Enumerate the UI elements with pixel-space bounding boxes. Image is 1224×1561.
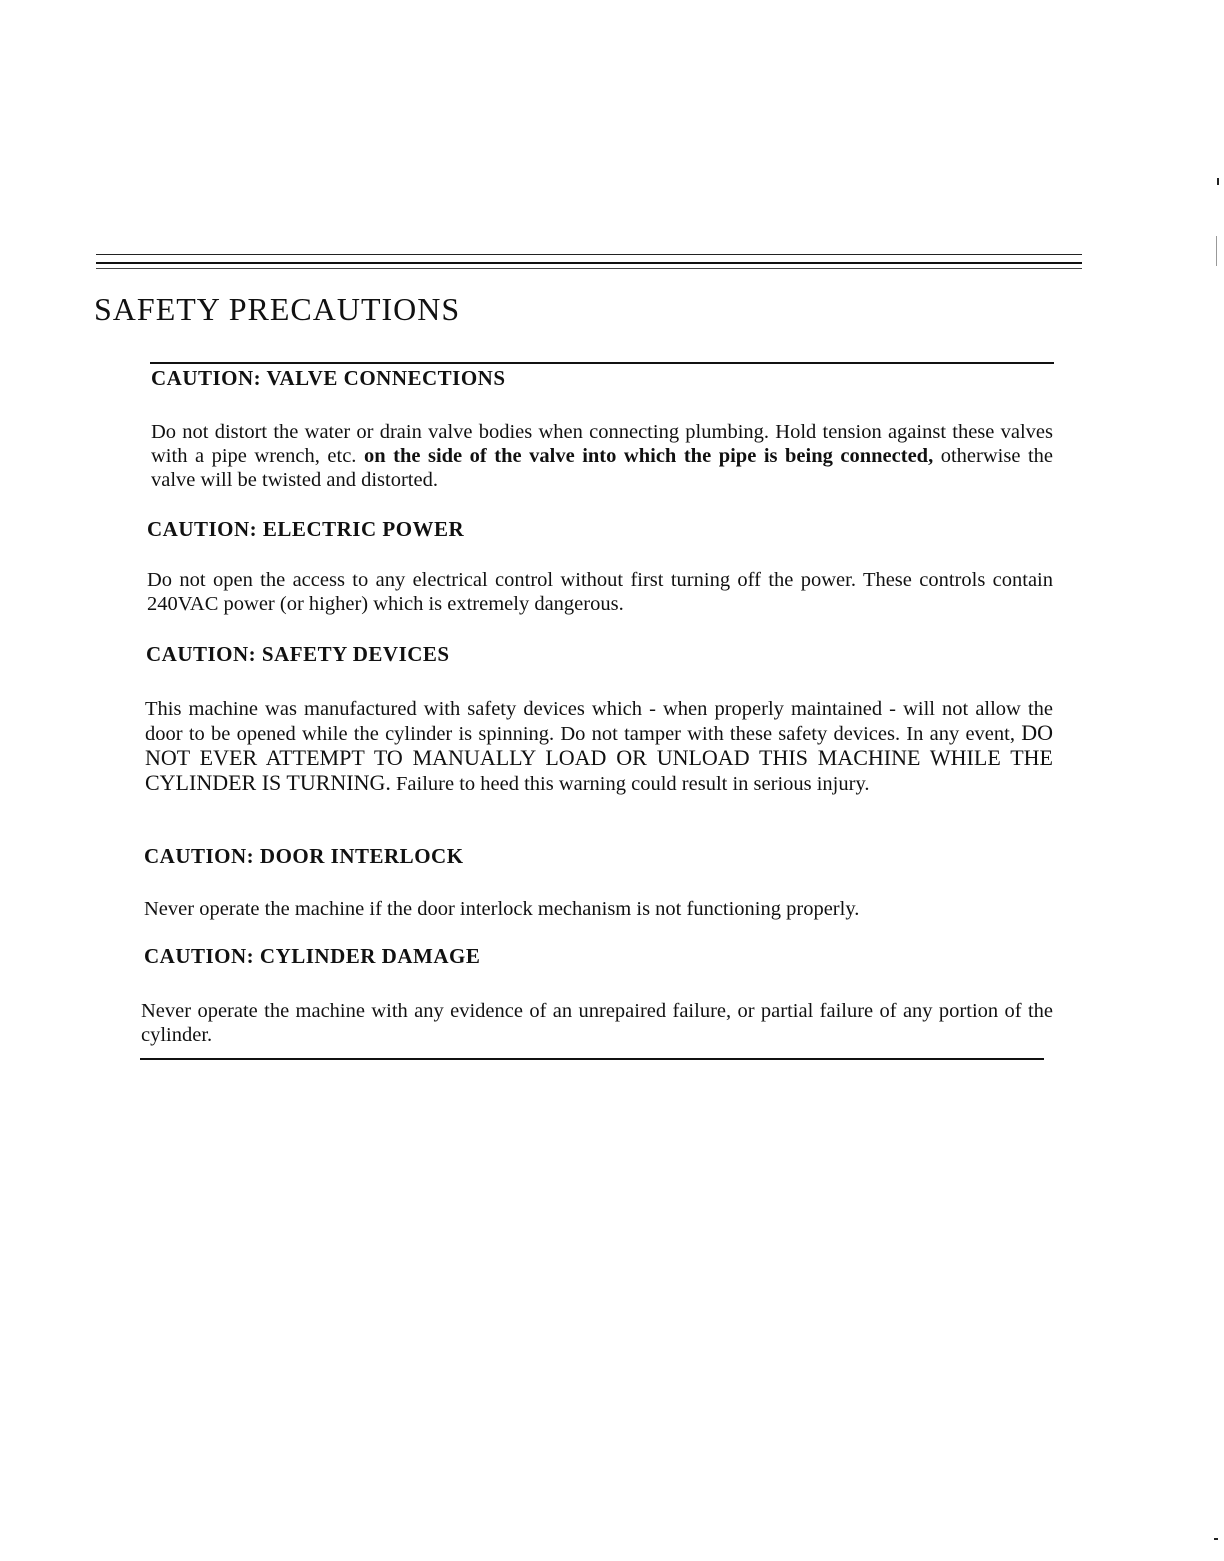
section-text: Do not open the access to any electrical control without first turning off the power. These controls contain 240VAC power (or higher) which is extremely dangerous.	[147, 569, 1053, 615]
scan-mark	[1216, 236, 1217, 266]
section-text: Never operate the machine with any evidence of an unrepaired failure, or partial failure of any portion of the cylinder.	[141, 1000, 1053, 1046]
caution-door-interlock-body	[143, 897, 1053, 921]
section-text-part: Do not distort the water or drain valve bodies when connecting plumbing. Hold tension against these valves with a pipe wrench, etc.	[151, 421, 1053, 467]
section-heading: CAUTION: CYLINDER DAMAGE	[144, 944, 481, 968]
section-text-emphasis: on the side of the valve into which the pipe is being connected,	[363, 445, 934, 467]
caution-electric-power	[143, 517, 1053, 542]
scan-mark	[1214, 1538, 1218, 1540]
scan-mark	[1217, 178, 1219, 185]
section-text	[145, 697, 1053, 796]
header-rule-bottom	[96, 268, 1082, 269]
section-text-part: otherwise the valve will be twisted and distorted.	[151, 445, 1053, 491]
caution-door-interlock	[143, 844, 1053, 869]
section-heading: CAUTION: VALVE CONNECTIONS	[151, 366, 506, 390]
caution-valve-connections-body	[143, 420, 1053, 492]
caution-safety-devices-body	[143, 697, 1053, 796]
caution-electric-power-body	[143, 568, 1053, 616]
section-text	[151, 420, 1053, 492]
section-heading: CAUTION: DOOR INTERLOCK	[144, 844, 464, 868]
header-rule-top	[96, 254, 1082, 255]
section-heading: CAUTION: SAFETY DEVICES	[146, 642, 450, 666]
header-rule-middle	[96, 262, 1082, 264]
caution-valve-connections	[143, 366, 1053, 391]
caution-cylinder-damage-body	[143, 999, 1053, 1047]
section-text: Never operate the machine if the door interlock mechanism is not functioning properly.	[144, 898, 860, 920]
caution-cylinder-damage	[143, 944, 1053, 969]
section-text-part: Failure to heed this warning could result in serious injury.	[390, 773, 870, 795]
section-text-warning: DO NOT EVER ATTEMPT TO MANUALLY LOAD OR UNLOAD THIS MACHINE WHILE THE CYLINDER IS TURNING.	[145, 720, 1053, 795]
caution-box-bottom-rule	[140, 1058, 1044, 1060]
section-heading: CAUTION: ELECTRIC POWER	[147, 517, 465, 541]
section-text-part: This machine was manufactured with safety devices which - when properly maintained - will not allow the door to be opened while the cylinder is spinning. Do not tamper with these safety devices. In any event,	[145, 698, 1053, 745]
page-title: SAFETY PRECAUTIONS	[94, 291, 461, 328]
caution-box-top-rule	[150, 362, 1054, 364]
caution-safety-devices	[143, 642, 1053, 667]
